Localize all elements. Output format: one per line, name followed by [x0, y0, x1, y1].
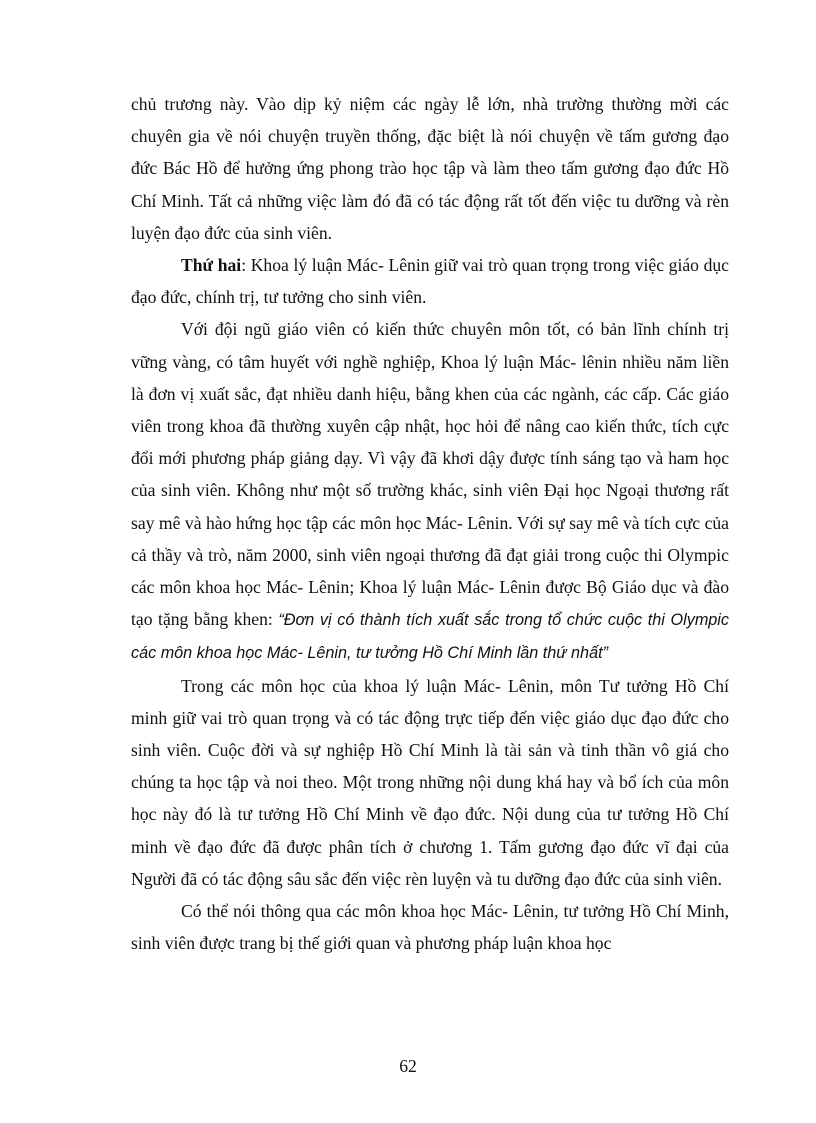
paragraph-2	[131, 249, 729, 313]
paragraph-4: Trong các môn học của khoa lý luận Mác- Lênin, môn Tư tưởng Hồ Chí minh giữ vai trò quan trọng và có tác động trực tiếp đến việc giáo dục đạo đức cho sinh viên. Cuộc đời và sự nghiệp Hồ Chí Minh là tài sản và tinh thần vô giá cho chúng ta học tập và noi theo. Một trong những nội dung khá hay và bổ ích của môn học này đó là tư tưởng Hồ Chí Minh về đạo đức. Nội dung của tư tưởng Hồ Chí minh về đạo đức đã được phân tích ở chương 1. Tấm gương đạo đức vĩ đại của Người đã có tác động sâu sắc đến việc rèn luyện và tu dưỡng đạo đức của sinh viên.	[131, 675, 729, 889]
paragraph-3	[131, 313, 729, 669]
page-number: 62	[399, 1056, 417, 1076]
document-page	[131, 88, 729, 959]
paragraph-5: Có thể nói thông qua các môn khoa học Mác- Lênin, tư tưởng Hồ Chí Minh, sinh viên được trang bị thế giới quan và phương pháp luận khoa học	[131, 901, 729, 954]
paragraph-1: chủ trương này. Vào dịp kỷ niệm các ngày lễ lớn, nhà trường thường mời các chuyên gia về nói chuyện truyền thống, đặc biệt là nói chuyện về tấm gương đạo đức Bác Hồ để hưởng ứng phong trào học tập và làm theo tấm gương đạo đức Hồ Chí Minh. Tất cả những việc làm đó đã có tác động rất tốt đến việc tu dưỡng và rèn luyện đạo đức của sinh viên.	[131, 94, 729, 243]
paragraph-3-text: Với đội ngũ giáo viên có kiến thức chuyên môn tốt, có bản lĩnh chính trị vững vàng, có tâm huyết với nghề nghiệp, Khoa lý luận Mác- lênin nhiều năm liền là đơn vị xuất sắc, đạt nhiều danh hiệu, bằng khen của các ngành, các cấp. Các giáo viên trong khoa đã thường xuyên cập nhật, học hỏi để nâng cao kiến thức, tích cực đổi mới phương pháp giảng dạy. Vì vậy đã khơi dậy được tính sáng tạo và ham học của sinh viên. Không như một số trường khác, sinh viên Đại học Ngoại thương rất say mê và hào hứng học tập các môn học Mác- Lênin. Với sự say mê và tích cực của cả thầy và trò, năm 2000, sinh viên ngoại thương đã đạt giải trong cuộc thi Olympic các môn khoa học Mác- Lênin; Khoa lý luận Mác- Lênin được Bộ Giáo dục và đào tạo tặng bằng khen:	[131, 319, 729, 630]
paragraph-2-heading: Thứ hai	[181, 255, 242, 276]
paragraph-2-text: : Khoa lý luận Mác- Lênin giữ vai trò quan trọng trong việc giáo dục đạo đức, chính trị, tư tưởng cho sinh viên.	[131, 255, 729, 308]
paragraph-3-quote: “Đơn vị có thành tích xuất sắc trong tổ chức cuộc thi Olympic các môn khoa học Mác- Lênin, tư tưởng Hồ Chí Minh lần thứ nhất”	[131, 611, 730, 663]
